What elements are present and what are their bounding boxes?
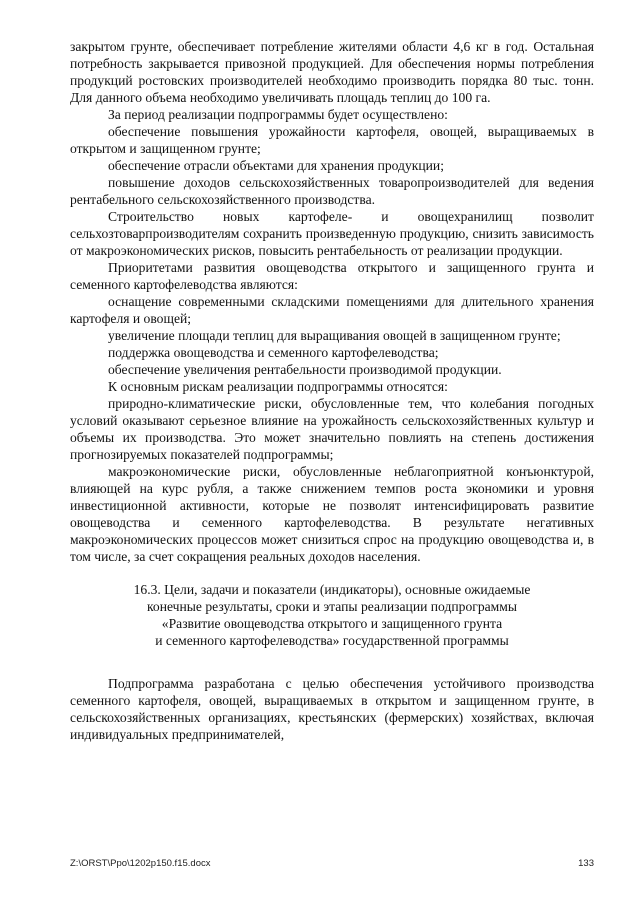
paragraph: повышение доходов сельскохозяйственных товаропроизводителей для ведения рентабельного сельскохозяйственного производства. xyxy=(70,175,594,207)
paragraph: увеличение площади теплиц для выращивания овощей в защищенном грунте; xyxy=(108,328,561,343)
paragraph: К основным рискам реализации подпрограммы относятся: xyxy=(108,379,448,394)
section-heading-line: 16.3. Цели, задачи и показатели (индикаторы), основные ожидаемые xyxy=(133,582,531,597)
paragraph: обеспечение повышения урожайности картофеля, овощей, выращиваемых в открытом и защищенном грунте; xyxy=(70,124,594,156)
section-heading-line: конечные результаты, сроки и этапы реализации подпрограммы xyxy=(147,599,517,614)
paragraph: Строительство новых картофеле- и овощехранилищ позволит сельхозтоварпроизводителям сохранить произведенную продукцию, снизить зависимость от макроэкономических рисков, повысить рентабельность от реализации продукции. xyxy=(70,209,594,258)
paragraph: Приоритетами развития овощеводства открытого и защищенного грунта и семенного картофелеводства являются: xyxy=(70,260,594,292)
paragraph: обеспечение отрасли объектами для хранения продукции; xyxy=(108,158,444,173)
paragraph: За период реализации подпрограммы будет осуществлено: xyxy=(108,107,448,122)
paragraph: природно-климатические риски, обусловленные тем, что колебания погодных условий оказывают серьезное влияние на урожайность сельскохозяйственных культур и объемы их производства. Это может значительно повлиять на степень достижения прогнозируемых показателей подпрограммы; xyxy=(70,396,594,462)
page-body xyxy=(70,38,594,743)
paragraph: закрытом грунте, обеспечивает потребление жителями области 4,6 кг в год. Остальная потребность закрывается привозной продукцией. Для обеспечения нормы потребления продукций ростовских производителей необходимо производить порядка 80 тыс. тонн. Для данного объема необходимо увеличивать площадь теплиц до 100 га. xyxy=(70,39,594,105)
paragraph: поддержка овощеводства и семенного картофелеводства; xyxy=(108,345,439,360)
spacer xyxy=(70,649,594,675)
paragraph: макроэкономические риски, обусловленные неблагоприятной конъюнктурой, влияющей на курс рубля, а также снижением темпов роста экономики и уровня инвестиционной активности, которые не позволят интенсифицировать развитие овощеводства и семенного картофелеводства. В результате негативных макроэкономических процессов может снизиться спрос на продукцию овощеводства и, в том числе, за счет сокращения реальных доходов населения. xyxy=(70,464,594,564)
paragraph: Подпрограмма разработана с целью обеспечения устойчивого производства семенного картофеля, овощей, выращиваемых в открытом и защищенном грунте, в сельскохозяйственных организациях, крестьянских (фермерских) хозяйствах, включая индивидуальных предпринимателей, xyxy=(70,676,594,742)
page-number: 133 xyxy=(578,858,594,869)
paragraph: обеспечение увеличения рентабельности производимой продукции. xyxy=(108,362,502,377)
file-path: Z:\ORST\Ppo\1202p150.f15.docx xyxy=(70,858,211,869)
section-heading xyxy=(70,581,594,649)
section-heading-line: и семенного картофелеводства» государственной программы xyxy=(155,633,509,648)
section-heading-line: «Развитие овощеводства открытого и защищенного грунта xyxy=(161,616,503,631)
page-footer xyxy=(70,855,594,872)
paragraph: оснащение современными складскими помещениями для длительного хранения картофеля и овощей; xyxy=(70,294,594,326)
